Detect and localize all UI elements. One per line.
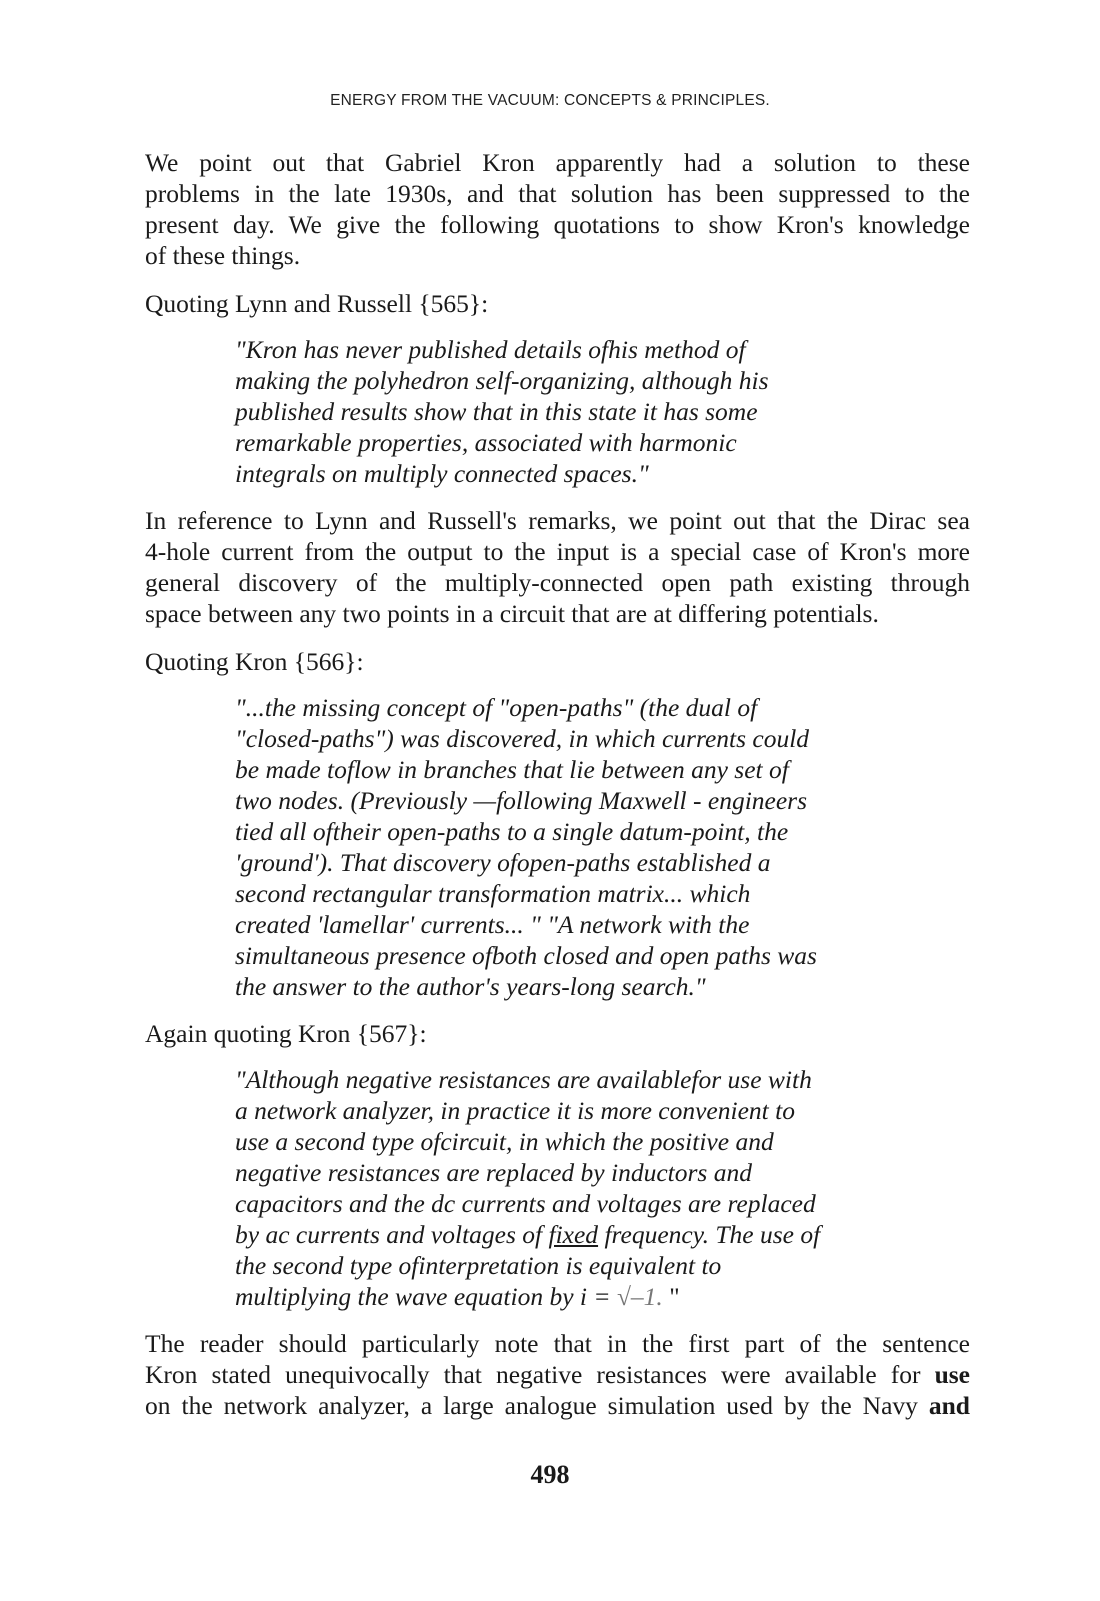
quote-line: the second type ofinterpretation is equivalent to [235,1251,722,1280]
quote-line: the answer to the author's years-long search." [235,972,706,1001]
running-header: ENERGY FROM THE VACUUM: CONCEPTS & PRINCIPLES. [330,92,770,109]
quote-label-lynn-russell: Quoting Lynn and Russell {565}: [145,289,489,318]
quote-line: simultaneous presence ofboth closed and open paths was [235,941,817,970]
page-body [145,147,970,1421]
quotation-kron-567 [235,1064,885,1312]
paragraph-reader-note [145,1328,970,1421]
text-run: Kron stated unequivocally that negative resistances were available for [145,1360,935,1389]
quote-line: "closed-paths") was discovered, in which currents could [235,724,810,753]
quote-text: frequency. The use of [598,1220,821,1249]
quote-line: a network analyzer, in practice it is more convenient to [235,1096,795,1125]
quote-line: use a second type ofcircuit, in which the positive and [235,1127,774,1156]
quote-label-kron-567: Again quoting Kron {567}: [145,1019,427,1048]
quote-line: second rectangular transformation matrix... which [235,879,751,908]
quote-line [235,1281,885,1312]
square-root-expression: √–1. [616,1282,663,1311]
text-run: on the network analyzer, a large analogue simulation used by the Navy [145,1391,929,1420]
quote-line: integrals on multiply connected spaces." [235,459,649,488]
bold-word: and [928,1391,970,1420]
text-line: In reference to Lynn and Russell's remarks, we point out that the Dirac sea [145,506,970,535]
quote-label-kron-566: Quoting Kron {566}: [145,647,364,676]
quotation-kron-566 [235,692,885,1002]
text-line: problems in the late 1930s, and that solution has been suppressed to the [145,179,970,208]
quote-line: remarkable properties, associated with harmonic [235,428,737,457]
text-line: general discovery of the multiply-connected open path existing through [145,568,970,597]
bold-word: use [934,1360,970,1389]
quote-line: "Kron has never published details ofhis method of [235,335,746,364]
text-line: 4-hole current from the output to the input is a special case of Kron's more [145,537,970,566]
quotation-lynn-russell [235,334,885,489]
quote-line: two nodes. (Previously —following Maxwell - engineers [235,786,808,815]
paragraph-intro [145,147,970,271]
text-line [145,1359,970,1390]
quote-line: "...the missing concept of "open-paths" (the dual of [235,693,758,722]
quote-line: be made toflow in branches that lie between any set of [235,755,789,784]
quote-line: "Although negative resistances are availablefor use with [235,1065,812,1094]
text-line: present day. We give the following quotations to show Kron's knowledge [145,210,970,239]
quote-line: making the polyhedron self-organizing, although his [235,366,769,395]
page-number: 498 [530,1460,570,1489]
quote-line: created 'lamellar' currents... " "A network with the [235,910,750,939]
paragraph-dirac-sea [145,505,970,629]
underlined-word: fixed [548,1220,599,1249]
quote-line: negative resistances are replaced by inductors and [235,1158,752,1187]
quote-text: multiplying the wave equation by i = [235,1282,617,1311]
quote-text: by ac currents and voltages of [235,1220,549,1249]
text-line: space between any two points in a circuit that are at differing potentials. [145,599,879,628]
text-line: of these things. [145,241,301,270]
text-line [145,1390,970,1421]
quote-line: published results show that in this state it has some [235,397,758,426]
quote-line: capacitors and the dc currents and voltages are replaced [235,1189,816,1218]
closing-quote: " [662,1282,680,1311]
quote-line [235,1219,885,1250]
quote-line: 'ground'). That discovery ofopen-paths established a [235,848,771,877]
text-line: The reader should particularly note that in the first part of the sentence [145,1329,970,1358]
text-line: We point out that Gabriel Kron apparently had a solution to these [145,148,970,177]
quote-line: tied all oftheir open-paths to a single datum-point, the [235,817,789,846]
